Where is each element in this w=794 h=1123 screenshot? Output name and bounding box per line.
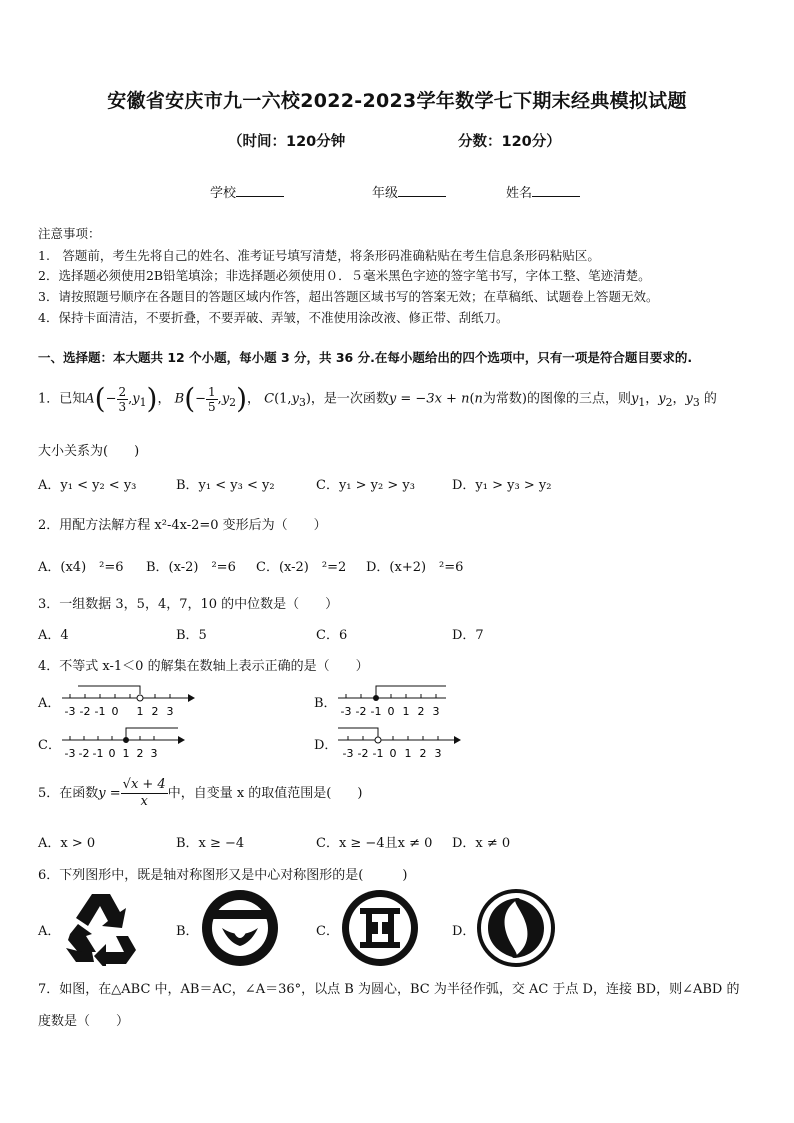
recycle-icon: [62, 888, 140, 966]
exam-time: （时间：120分钟: [228, 134, 346, 150]
question-7-line1: 7．如图，在△ABC 中，AB＝AC，∠A＝36°，以点 B 为圆心，BC 为半径作弧，交 AC 于点 D，连接 BD，则∠ABD 的: [38, 982, 740, 997]
tick-label: 2: [136, 747, 144, 760]
tick-label: 1: [122, 747, 130, 760]
emblem-b-icon: [200, 888, 280, 968]
tick-label: 0: [111, 705, 119, 718]
question-2-stem: 2．用配方法解方程 x²-4x-2=0 变形后为（ ）: [38, 518, 327, 533]
q3-option-a[interactable]: A．4: [38, 628, 69, 643]
tick-label: -2: [355, 705, 367, 718]
tick-label: 3: [432, 705, 440, 718]
q6-option-b[interactable]: B．: [176, 924, 199, 939]
exam-score: 分数：120分）: [458, 134, 561, 150]
question-1-cont: 大小关系为( ): [38, 444, 140, 459]
q3-option-c[interactable]: C．6: [316, 628, 348, 643]
q1-option-c[interactable]: C．y₁ > y₂ > y₃: [316, 478, 415, 493]
school-field[interactable]: 学校: [210, 182, 284, 201]
tick-label: 1: [402, 705, 410, 718]
question-4-stem: 4．不等式 x-1＜0 的解集在数轴上表示正确的是（ ）: [38, 659, 369, 674]
q2-option-a[interactable]: A．(x4) ²=6: [38, 560, 124, 575]
tick-label: -2: [357, 747, 369, 760]
q6-option-c[interactable]: C．: [316, 924, 339, 939]
tick-label: 3: [434, 747, 442, 760]
section-heading: 一、选择题：本大题共 12 个小题，每小题 3 分，共 36 分.在每小题给出的四个选项中，只有一项是符合题目要求的.: [38, 350, 693, 365]
q4-option-c[interactable]: C．: [38, 738, 61, 753]
note-item: 4．保持卡面清洁，不要折叠，不要弄破、弄皱，不准使用涂改液、修正带、刮纸刀。: [38, 310, 509, 325]
q1-option-d[interactable]: D．y₁ > y₃ > y₂: [452, 478, 552, 493]
swirl-logo-icon: [476, 888, 556, 968]
question-1-stem: 1．已知A(− $\frac{2}{3}$ $,y_1$)， B(− $\frac{1}{5}$ $,y_2$)， $C(1,y_3)$，是一次函数y = −3x + n(n为常数)的图像的三点，则$y_1$，$y_2$，$y_3$ 的: [38, 382, 717, 415]
q2-option-b[interactable]: B．(x-2) ²=6: [146, 560, 236, 575]
grade-field[interactable]: 年级: [372, 182, 446, 201]
q3-option-d[interactable]: D．7: [452, 628, 484, 643]
bank-logo-icon: [340, 888, 420, 968]
tick-label: -3: [64, 747, 76, 760]
q3-option-b[interactable]: B．5: [176, 628, 207, 643]
q4-option-a[interactable]: A．: [38, 696, 61, 711]
tick-label: -1: [372, 747, 384, 760]
tick-label: 3: [166, 705, 174, 718]
tick-label: 1: [136, 705, 144, 718]
question-6-stem: 6．下列图形中，既是轴对称图形又是中心对称图形的是( ): [38, 868, 408, 883]
tick-label: -3: [340, 705, 352, 718]
page-title: 安徽省安庆市九一六校2022-2023学年数学七下期末经典模拟试题: [107, 90, 687, 112]
q1-option-a[interactable]: A．y₁ < y₂ < y₃: [38, 478, 137, 493]
q5-option-a[interactable]: A．x > 0: [38, 836, 96, 851]
q2-option-c[interactable]: C．(x-2) ²=2: [256, 560, 347, 575]
tick-label: -3: [342, 747, 354, 760]
question-5-stem: 5．在函数y = $\frac{√x + 4}{x}$ 中，自变量 x 的取值范围是( ): [38, 777, 363, 809]
q4-option-b[interactable]: B．: [314, 696, 337, 711]
note-item: 3．请按照题号顺序在各题目的答题区域内作答，超出答题区域书写的答案无效；在草稿纸、试题卷上答题无效。: [38, 289, 659, 304]
q4-option-d[interactable]: D．: [314, 738, 338, 753]
number-line-c: [58, 726, 188, 762]
tick-label: -3: [64, 705, 76, 718]
note-item: 2．选择题必须使用2B铅笔填涂；非选择题必须使用０．５毫米黑色字迹的签字笔书写，字体工整、笔迹清楚。: [38, 268, 651, 283]
tick-label: -2: [78, 747, 90, 760]
name-field[interactable]: 姓名: [506, 182, 580, 201]
tick-label: 1: [404, 747, 412, 760]
q1-option-b[interactable]: B．y₁ < y₃ < y₂: [176, 478, 275, 493]
tick-label: 3: [150, 747, 158, 760]
tick-label: 0: [108, 747, 116, 760]
tick-label: -1: [92, 747, 104, 760]
tick-label: -1: [94, 705, 106, 718]
tick-label: -1: [370, 705, 382, 718]
note-item: 1. 答题前，考生先将自己的姓名、准考证号填写清楚，将条形码准确粘贴在考生信息条形码粘贴区。: [38, 248, 600, 263]
number-line-d: [334, 726, 464, 762]
tick-label: 2: [419, 747, 427, 760]
tick-label: 0: [389, 747, 397, 760]
number-line-a: [58, 684, 198, 720]
q5-option-c[interactable]: C．x ≥ −4且x ≠ 0: [316, 836, 433, 851]
tick-label: 2: [151, 705, 159, 718]
q6-option-d[interactable]: D．: [452, 924, 476, 939]
notes-heading: 注意事项：: [38, 226, 101, 241]
q5-option-b[interactable]: B．x ≥ −4: [176, 836, 245, 851]
q6-option-a[interactable]: A．: [38, 924, 61, 939]
tick-label: 0: [387, 705, 395, 718]
tick-label: -2: [79, 705, 91, 718]
q5-option-d[interactable]: D．x ≠ 0: [452, 836, 511, 851]
question-7-line2: 度数是（ ）: [38, 1014, 130, 1029]
tick-label: 2: [417, 705, 425, 718]
question-3-stem: 3．一组数据 3，5，4，7，10 的中位数是（ ）: [38, 597, 339, 612]
q2-option-d[interactable]: D．(x+2) ²=6: [366, 560, 464, 575]
number-line-b: [334, 684, 464, 720]
